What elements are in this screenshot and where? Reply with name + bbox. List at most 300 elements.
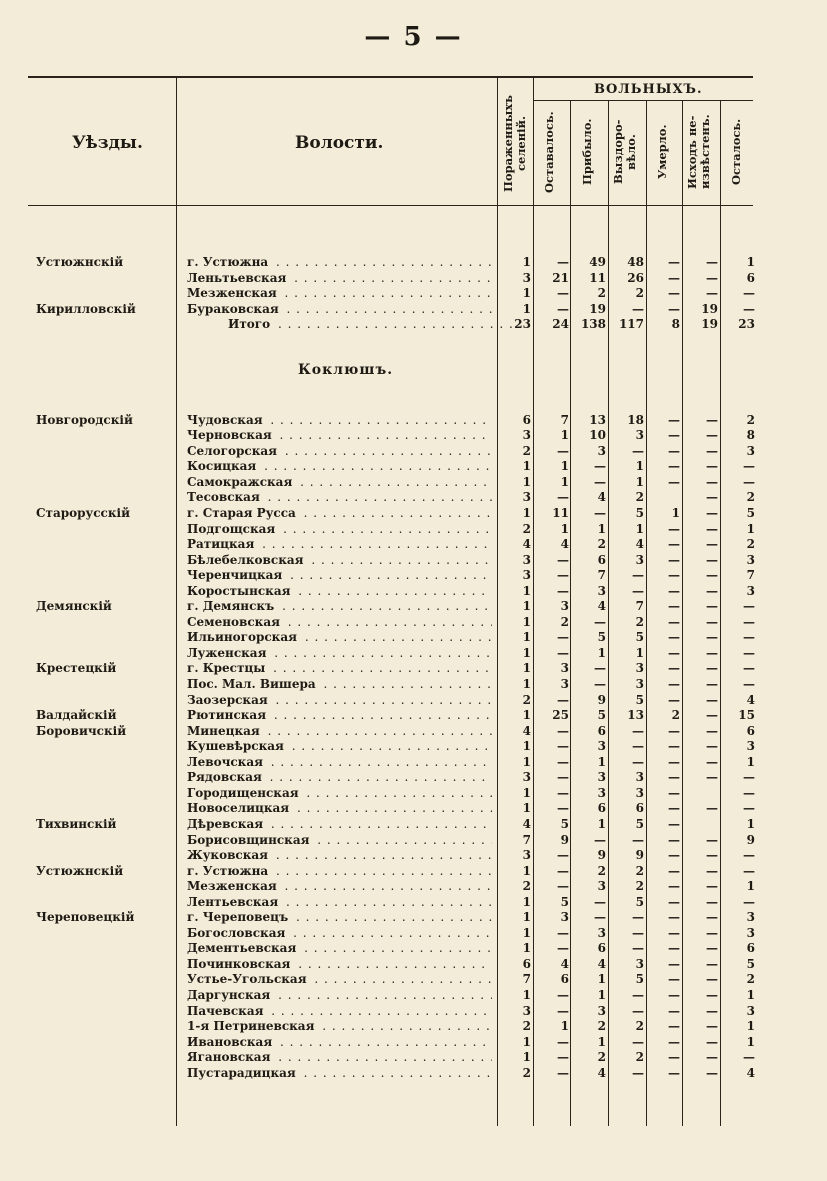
value-cell: 24 bbox=[552, 317, 569, 332]
volost-name: Пачевская bbox=[187, 1004, 266, 1018]
header-vyzdorovelo: Выздоро- вѣло. bbox=[611, 119, 638, 185]
volost-cell bbox=[187, 910, 492, 926]
value-cell: 3 bbox=[560, 677, 569, 692]
value-cell: 1 bbox=[597, 816, 606, 831]
value-cell: 8 bbox=[746, 428, 755, 443]
table-row bbox=[28, 801, 753, 817]
value-cell: — bbox=[668, 443, 680, 458]
value-cell: — bbox=[668, 832, 680, 847]
value-cell: — bbox=[557, 645, 569, 660]
value-cell: 4 bbox=[746, 692, 755, 707]
value-cell: 2 bbox=[671, 708, 680, 723]
table-row bbox=[28, 1019, 753, 1035]
volost-cell bbox=[187, 770, 492, 786]
value-cell: — bbox=[743, 614, 755, 629]
volost-cell bbox=[187, 941, 492, 957]
volost-name: г. Устюжна bbox=[187, 255, 271, 269]
value-cell: — bbox=[743, 459, 755, 474]
volost-name: Чудовская bbox=[187, 413, 266, 427]
value-cell: 1 bbox=[522, 801, 531, 816]
value-cell: — bbox=[743, 770, 755, 785]
value-cell: 6 bbox=[597, 552, 606, 567]
volost-name: Пос. Мал. Вишера bbox=[187, 677, 319, 691]
header-ostavalos: Оставалось. bbox=[542, 111, 556, 193]
value-cell: — bbox=[706, 987, 718, 1002]
volost-name: Новоселицкая bbox=[187, 801, 292, 815]
value-cell: 1 bbox=[522, 910, 531, 925]
value-cell: — bbox=[668, 956, 680, 971]
value-cell: — bbox=[668, 645, 680, 660]
value-cell: — bbox=[706, 537, 718, 552]
table-row bbox=[28, 957, 753, 973]
value-cell: 5 bbox=[635, 506, 644, 521]
value-cell: 11 bbox=[589, 270, 606, 285]
value-cell: 48 bbox=[627, 255, 644, 269]
value-cell: — bbox=[706, 255, 718, 269]
value-cell: — bbox=[706, 723, 718, 738]
value-cell: 5 bbox=[746, 506, 755, 521]
value-cell: 10 bbox=[589, 428, 606, 443]
volost-cell bbox=[187, 630, 492, 646]
value-cell: — bbox=[668, 848, 680, 863]
volost-cell bbox=[187, 1066, 492, 1082]
table-row bbox=[28, 475, 753, 491]
value-cell: — bbox=[594, 832, 606, 847]
value-cell: 2 bbox=[635, 1019, 644, 1034]
value-cell: 9 bbox=[597, 692, 606, 707]
value-cell: — bbox=[706, 677, 718, 692]
volost-cell bbox=[187, 848, 492, 864]
value-cell: 3 bbox=[746, 443, 755, 458]
value-cell: — bbox=[706, 506, 718, 521]
volost-name: Ивановская bbox=[187, 1035, 275, 1049]
uezd-cell: Череповецкій bbox=[36, 910, 135, 925]
value-cell: — bbox=[594, 474, 606, 489]
value-cell: 1 bbox=[746, 879, 755, 894]
value-cell: 1 bbox=[746, 1019, 755, 1034]
value-cell: — bbox=[594, 894, 606, 909]
value-cell: — bbox=[557, 863, 569, 878]
value-cell: 3 bbox=[635, 956, 644, 971]
table-row bbox=[28, 413, 753, 429]
total-row bbox=[28, 317, 753, 333]
value-cell: 2 bbox=[635, 286, 644, 301]
group-spacer bbox=[28, 333, 753, 413]
value-cell: 2 bbox=[635, 879, 644, 894]
value-cell: 1 bbox=[597, 972, 606, 987]
group-title: Коклюшъ. bbox=[298, 361, 394, 378]
volost-name: Рютинская bbox=[187, 708, 269, 722]
value-cell: — bbox=[557, 785, 569, 800]
value-cell: — bbox=[668, 568, 680, 583]
value-cell: — bbox=[632, 910, 644, 925]
volost-name: Борисовщинская bbox=[187, 833, 312, 847]
table-row bbox=[28, 833, 753, 849]
value-cell: — bbox=[706, 1019, 718, 1034]
value-cell: 1 bbox=[560, 428, 569, 443]
value-cell: — bbox=[557, 1003, 569, 1018]
volost-name: Селогорская bbox=[187, 444, 280, 458]
value-cell: — bbox=[668, 863, 680, 878]
uezd-cell: Крестецкій bbox=[36, 661, 117, 676]
value-cell: — bbox=[743, 630, 755, 645]
value-cell: — bbox=[668, 941, 680, 956]
value-cell: 19 bbox=[701, 301, 718, 316]
value-cell: 7 bbox=[746, 568, 755, 583]
value-cell: 5 bbox=[635, 630, 644, 645]
value-cell: 1 bbox=[522, 754, 531, 769]
volost-cell bbox=[187, 724, 492, 740]
table-row bbox=[28, 302, 753, 318]
value-cell: — bbox=[557, 255, 569, 269]
value-cell: — bbox=[557, 754, 569, 769]
table-row bbox=[28, 615, 753, 631]
value-cell: — bbox=[632, 443, 644, 458]
value-cell: — bbox=[706, 630, 718, 645]
value-cell: — bbox=[668, 286, 680, 301]
value-cell: — bbox=[668, 599, 680, 614]
volost-cell bbox=[187, 286, 492, 302]
volost-name: Дементьевская bbox=[187, 941, 299, 955]
page-number: — 5 — bbox=[364, 22, 463, 52]
value-cell: 1 bbox=[522, 255, 531, 269]
value-cell: — bbox=[632, 583, 644, 598]
value-cell: 1 bbox=[746, 987, 755, 1002]
volost-name: Черновская bbox=[187, 428, 275, 442]
value-cell: — bbox=[632, 301, 644, 316]
table-row bbox=[28, 786, 753, 802]
value-cell: — bbox=[668, 474, 680, 489]
value-cell: 2 bbox=[746, 490, 755, 505]
value-cell: — bbox=[706, 925, 718, 940]
value-cell: 1 bbox=[746, 521, 755, 536]
value-cell: 3 bbox=[597, 583, 606, 598]
value-cell: — bbox=[668, 894, 680, 909]
value-cell: 5 bbox=[635, 692, 644, 707]
value-cell: — bbox=[632, 739, 644, 754]
value-cell: 3 bbox=[746, 739, 755, 754]
value-cell: — bbox=[668, 583, 680, 598]
value-cell: 3 bbox=[746, 583, 755, 598]
value-cell: 1 bbox=[635, 459, 644, 474]
value-cell: 9 bbox=[746, 832, 755, 847]
value-cell: — bbox=[668, 770, 680, 785]
value-cell: — bbox=[706, 801, 718, 816]
value-cell: 1 bbox=[522, 1050, 531, 1065]
table-row bbox=[28, 646, 753, 662]
volost-name: Кушевѣрская bbox=[187, 739, 287, 753]
value-cell: 1 bbox=[522, 506, 531, 521]
volost-cell bbox=[187, 537, 492, 553]
value-cell: 3 bbox=[746, 1003, 755, 1018]
value-cell: — bbox=[668, 614, 680, 629]
value-cell: 2 bbox=[746, 537, 755, 552]
value-cell: 1 bbox=[635, 521, 644, 536]
value-cell: — bbox=[632, 754, 644, 769]
value-cell: 3 bbox=[597, 443, 606, 458]
value-cell: 1 bbox=[522, 1034, 531, 1049]
value-cell: 2 bbox=[560, 614, 569, 629]
value-cell: — bbox=[706, 739, 718, 754]
value-cell: 3 bbox=[746, 925, 755, 940]
value-cell: — bbox=[668, 255, 680, 269]
value-cell: 3 bbox=[746, 552, 755, 567]
table-row bbox=[28, 879, 753, 895]
value-cell: 4 bbox=[522, 537, 531, 552]
value-cell: — bbox=[557, 692, 569, 707]
volost-name: Бѣлебелковская bbox=[187, 553, 307, 567]
value-cell: — bbox=[632, 1065, 644, 1080]
volost-cell bbox=[187, 926, 492, 942]
value-cell: 13 bbox=[589, 412, 606, 427]
value-cell: — bbox=[668, 816, 680, 831]
value-cell: — bbox=[668, 879, 680, 894]
volost-cell bbox=[187, 444, 492, 460]
value-cell: — bbox=[557, 770, 569, 785]
value-cell: 6 bbox=[597, 723, 606, 738]
volost-cell bbox=[187, 568, 492, 584]
volost-cell bbox=[187, 553, 492, 569]
value-cell: 23 bbox=[514, 317, 531, 332]
volost-name: Леньтьевская bbox=[187, 271, 289, 285]
value-cell: 4 bbox=[522, 816, 531, 831]
value-cell: 1 bbox=[522, 941, 531, 956]
table-row bbox=[28, 537, 753, 553]
value-cell: 1 bbox=[671, 506, 680, 521]
uezd-cell: Валдайскій bbox=[36, 708, 117, 723]
table-row bbox=[28, 553, 753, 569]
value-cell: 6 bbox=[560, 972, 569, 987]
table-row bbox=[28, 677, 753, 693]
value-cell: — bbox=[668, 925, 680, 940]
value-cell: 7 bbox=[560, 412, 569, 427]
value-cell: 1 bbox=[522, 925, 531, 940]
value-cell: 1 bbox=[746, 1034, 755, 1049]
value-cell: 5 bbox=[597, 708, 606, 723]
value-cell: — bbox=[743, 785, 755, 800]
value-cell: — bbox=[557, 925, 569, 940]
value-cell: 3 bbox=[522, 490, 531, 505]
value-cell: — bbox=[557, 630, 569, 645]
table-row bbox=[28, 630, 753, 646]
value-cell: 4 bbox=[746, 1065, 755, 1080]
header-ostalos: Осталось. bbox=[729, 118, 743, 186]
value-cell: 1 bbox=[522, 645, 531, 660]
value-cell: 3 bbox=[522, 770, 531, 785]
value-cell: 6 bbox=[635, 801, 644, 816]
value-cell: — bbox=[668, 692, 680, 707]
value-cell: 23 bbox=[738, 317, 755, 332]
value-cell: 3 bbox=[522, 848, 531, 863]
value-cell: 1 bbox=[522, 301, 531, 316]
value-cell: 19 bbox=[589, 301, 606, 316]
table-row bbox=[28, 708, 753, 724]
volost-name: Косицкая bbox=[187, 459, 259, 473]
value-cell: — bbox=[668, 801, 680, 816]
header-umerlo: Умерло. bbox=[655, 124, 669, 180]
value-cell: 1 bbox=[746, 255, 755, 269]
value-cell: — bbox=[557, 1034, 569, 1049]
value-cell: 2 bbox=[522, 879, 531, 894]
value-cell: — bbox=[743, 1050, 755, 1065]
table-row bbox=[28, 506, 753, 522]
value-cell: — bbox=[706, 443, 718, 458]
table-row bbox=[28, 1066, 753, 1082]
table-row bbox=[28, 724, 753, 740]
volost-cell bbox=[187, 302, 492, 318]
value-cell: 3 bbox=[597, 1003, 606, 1018]
value-cell: 2 bbox=[635, 863, 644, 878]
value-cell: — bbox=[632, 1003, 644, 1018]
value-cell: 1 bbox=[522, 987, 531, 1002]
volost-cell bbox=[187, 255, 492, 271]
value-cell: 3 bbox=[597, 879, 606, 894]
value-cell: 1 bbox=[597, 645, 606, 660]
value-cell: — bbox=[668, 987, 680, 1002]
value-cell: 3 bbox=[597, 785, 606, 800]
header-porazhennykh: Пораженныхъ селеній. bbox=[501, 95, 528, 192]
volost-name: Пустарадицкая bbox=[187, 1066, 299, 1080]
header-volnykh: ВОЛЬНЫХЪ. bbox=[594, 82, 703, 97]
value-cell: — bbox=[706, 583, 718, 598]
value-cell: — bbox=[668, 1019, 680, 1034]
table-row bbox=[28, 255, 753, 271]
volost-name: Мезженская bbox=[187, 879, 280, 893]
volost-name: Богословская bbox=[187, 926, 288, 940]
value-cell: 3 bbox=[560, 910, 569, 925]
value-cell: — bbox=[706, 552, 718, 567]
volost-name: г. Крестцы bbox=[187, 661, 268, 675]
volost-name: Подгощская bbox=[187, 522, 278, 536]
volost-name: 1-я Петриневская bbox=[187, 1019, 317, 1033]
value-cell: 6 bbox=[597, 801, 606, 816]
value-cell: — bbox=[706, 286, 718, 301]
value-cell: — bbox=[632, 568, 644, 583]
table-row bbox=[28, 271, 753, 287]
value-cell: 1 bbox=[560, 521, 569, 536]
value-cell: 7 bbox=[522, 972, 531, 987]
volost-cell bbox=[187, 786, 492, 802]
uezd-cell: Боровичскій bbox=[36, 723, 127, 738]
volost-cell bbox=[187, 755, 492, 771]
value-cell: 4 bbox=[597, 1065, 606, 1080]
value-cell: 5 bbox=[560, 816, 569, 831]
volost-name: Коростынская bbox=[187, 584, 293, 598]
value-cell: 19 bbox=[701, 317, 718, 332]
value-cell: — bbox=[706, 1034, 718, 1049]
volost-cell bbox=[187, 708, 492, 724]
value-cell: 3 bbox=[597, 770, 606, 785]
table-row bbox=[28, 568, 753, 584]
value-cell: 5 bbox=[597, 630, 606, 645]
value-cell: — bbox=[557, 301, 569, 316]
value-cell: — bbox=[743, 894, 755, 909]
value-cell: 5 bbox=[635, 894, 644, 909]
table-row bbox=[28, 895, 753, 911]
value-cell: — bbox=[668, 677, 680, 692]
value-cell: — bbox=[557, 1065, 569, 1080]
volost-name: Тесовская bbox=[187, 490, 263, 504]
table-row bbox=[28, 599, 753, 615]
volost-name: г. Череповецъ bbox=[187, 910, 291, 924]
value-cell: — bbox=[706, 474, 718, 489]
volost-cell bbox=[187, 879, 492, 895]
value-cell: 1 bbox=[522, 599, 531, 614]
value-cell: — bbox=[668, 1065, 680, 1080]
value-cell: — bbox=[668, 1034, 680, 1049]
uezd-cell: Демянскій bbox=[36, 599, 112, 614]
value-cell: — bbox=[706, 1065, 718, 1080]
value-cell: — bbox=[668, 270, 680, 285]
value-cell: 2 bbox=[597, 863, 606, 878]
value-cell: 1 bbox=[746, 816, 755, 831]
value-cell: — bbox=[557, 443, 569, 458]
value-cell: — bbox=[557, 848, 569, 863]
value-cell: — bbox=[557, 723, 569, 738]
value-cell: 7 bbox=[597, 568, 606, 583]
value-cell: — bbox=[743, 286, 755, 301]
value-cell: 9 bbox=[597, 848, 606, 863]
value-cell: — bbox=[557, 552, 569, 567]
value-cell: 2 bbox=[635, 490, 644, 505]
volost-cell bbox=[187, 475, 492, 491]
value-cell: 3 bbox=[597, 739, 606, 754]
value-cell: 7 bbox=[635, 599, 644, 614]
volost-name: Починковская bbox=[187, 957, 293, 971]
table-row bbox=[28, 739, 753, 755]
volost-cell bbox=[187, 413, 492, 429]
value-cell: 3 bbox=[522, 428, 531, 443]
value-cell: — bbox=[557, 1050, 569, 1065]
value-cell: 2 bbox=[522, 1065, 531, 1080]
value-cell: 4 bbox=[560, 537, 569, 552]
value-cell: 1 bbox=[522, 614, 531, 629]
value-cell: — bbox=[632, 832, 644, 847]
value-cell: 5 bbox=[746, 956, 755, 971]
value-cell: — bbox=[594, 910, 606, 925]
volost-name: Лентьевская bbox=[187, 895, 281, 909]
value-cell: 1 bbox=[522, 630, 531, 645]
value-cell: — bbox=[706, 770, 718, 785]
value-cell: 9 bbox=[560, 832, 569, 847]
table-row bbox=[28, 864, 753, 880]
value-cell: 25 bbox=[552, 708, 569, 723]
value-cell: 2 bbox=[597, 537, 606, 552]
value-cell: — bbox=[557, 739, 569, 754]
value-cell: 3 bbox=[560, 599, 569, 614]
value-cell: — bbox=[557, 879, 569, 894]
value-cell: — bbox=[668, 785, 680, 800]
value-cell: 1 bbox=[522, 677, 531, 692]
table-row bbox=[28, 584, 753, 600]
volost-name: Луженская bbox=[187, 646, 269, 660]
value-cell: — bbox=[743, 801, 755, 816]
uezd-cell: Тихвинскій bbox=[36, 816, 117, 831]
volost-cell bbox=[187, 428, 492, 444]
table-row bbox=[28, 428, 753, 444]
value-cell: — bbox=[743, 599, 755, 614]
value-cell: 1 bbox=[597, 754, 606, 769]
value-cell: 1 bbox=[522, 863, 531, 878]
value-cell: 4 bbox=[597, 956, 606, 971]
volost-name: Ратицкая bbox=[187, 537, 257, 551]
value-cell: 138 bbox=[580, 317, 606, 332]
value-cell: 3 bbox=[635, 677, 644, 692]
volost-cell bbox=[187, 693, 492, 709]
value-cell: 3 bbox=[635, 661, 644, 676]
value-cell: 4 bbox=[522, 723, 531, 738]
table-row bbox=[28, 988, 753, 1004]
